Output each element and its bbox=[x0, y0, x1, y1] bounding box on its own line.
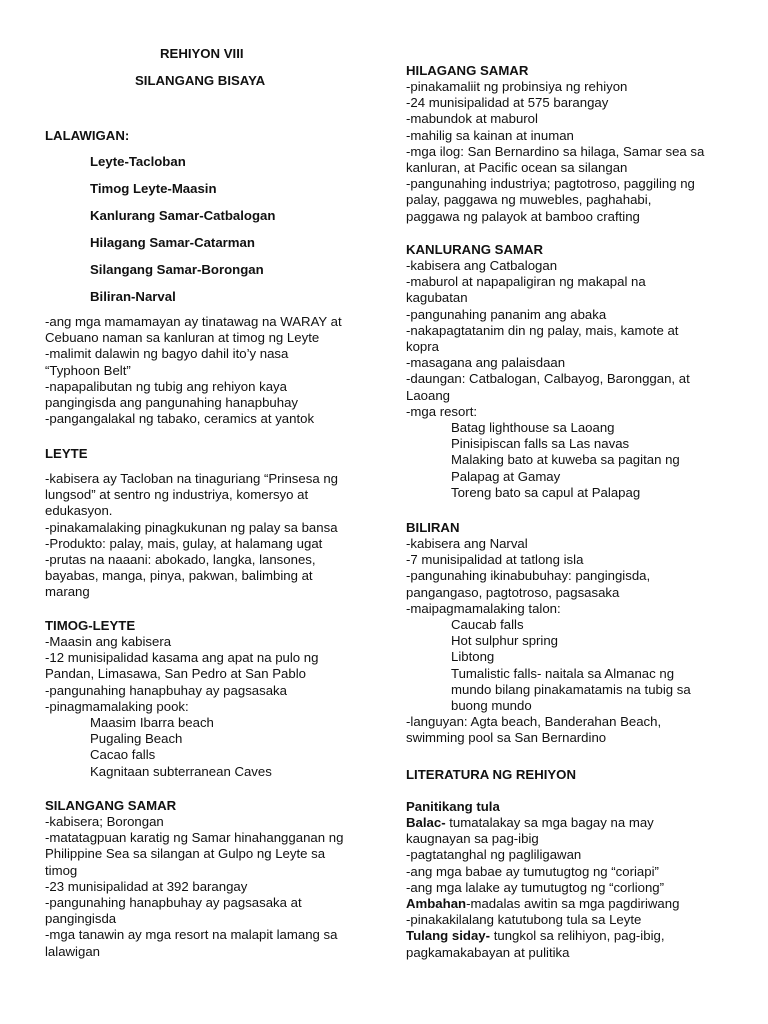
list-item: Cacao falls bbox=[90, 747, 156, 763]
definition-text: tumatalakay sa mga bagay na may bbox=[445, 815, 654, 830]
text-line: -pangunahing hanapbuhay ay pagsasaka at bbox=[45, 895, 302, 911]
province-item: Hilagang Samar-Catarman bbox=[90, 235, 255, 250]
biliran-block bbox=[406, 536, 728, 747]
hilagang-samar-block bbox=[406, 79, 728, 225]
text-line: -pangunahing ikinabubuhay: pangingisda, bbox=[406, 568, 651, 584]
province-item: Biliran-Narval bbox=[90, 289, 176, 304]
text-line: -pinagmamalaking pook: bbox=[45, 698, 189, 714]
definition-text: tungkol sa relihiyon, pag-ibig, bbox=[490, 928, 665, 944]
text-line: -pinakamaliit ng probinsiya ng rehiyon bbox=[406, 79, 628, 94]
text-line: lungsod” at sentro ng industriya, komersyo at bbox=[45, 487, 309, 503]
text-line: -pangangalakal ng tabako, ceramics at yantok bbox=[45, 411, 315, 427]
text-line: -maburol at napapaligiran ng makapal na bbox=[406, 274, 646, 290]
list-item: Toreng bato sa capul at Palapag bbox=[451, 484, 641, 500]
text-line: Laoang bbox=[406, 387, 451, 403]
lalawigan-heading: LALAWIGAN: bbox=[45, 128, 130, 143]
text-line: -matatagpuan karatig ng Samar hinahangganan ng bbox=[45, 830, 344, 846]
province-list bbox=[90, 154, 370, 316]
kanlurang-samar-heading: KANLURANG SAMAR bbox=[406, 242, 543, 257]
silangang-samar-block bbox=[45, 814, 367, 960]
text-line: Philippine Sea sa silangan at Gulpo ng Leyte sa bbox=[45, 846, 326, 862]
list-item: Libtong bbox=[451, 649, 495, 665]
text-line: -mahilig sa kainan at inuman bbox=[406, 127, 574, 143]
panitikan-heading: Panitikang tula bbox=[406, 799, 500, 814]
list-item: Caucab falls bbox=[451, 617, 524, 633]
text-line: -kabisera ang Catbalogan bbox=[406, 258, 558, 273]
text-line: -Maasin ang kabisera bbox=[45, 634, 172, 649]
text-line: -languyan: Agta beach, Banderahan Beach, bbox=[406, 714, 662, 730]
text-line: lalawigan bbox=[45, 943, 100, 959]
list-item: Kagnitaan subterranean Caves bbox=[90, 763, 272, 779]
term-tulang-siday: Tulang siday- bbox=[406, 928, 491, 944]
text-line: -ang mga mamamayan ay tinatawag na WARAY at bbox=[45, 314, 342, 329]
leyte-block bbox=[45, 471, 367, 601]
list-item: Hot sulphur spring bbox=[451, 633, 559, 649]
text-line: paggawa ng palayok at bamboo crafting bbox=[406, 208, 640, 224]
kanlurang-samar-block bbox=[406, 258, 728, 501]
text-line: pagkamakabayan at pulitika bbox=[406, 944, 570, 960]
text-line: “Typhoon Belt” bbox=[45, 362, 131, 378]
text-line: pangingisda bbox=[45, 911, 117, 927]
text-line: -napapalibutan ng tubig ang rehiyon kaya bbox=[45, 378, 287, 394]
province-item: Timog Leyte-Maasin bbox=[90, 181, 217, 196]
text-line: -mga ilog: San Bernardino sa hilaga, Samar sea sa bbox=[406, 143, 705, 159]
text-line: -malimit dalawin ng bagyo dahil ito’y nasa bbox=[45, 346, 289, 362]
text-line: -mabundok at maburol bbox=[406, 111, 538, 127]
text-line: -23 munisipalidad at 392 barangay bbox=[45, 878, 248, 894]
text-line: -24 munisipalidad at 575 barangay bbox=[406, 95, 609, 111]
text-line: timog bbox=[45, 862, 78, 878]
text-line: kaugnayan sa pag-ibig bbox=[406, 831, 539, 847]
text-line: -daungan: Catbalogan, Calbayog, Baronggan, at bbox=[406, 371, 690, 387]
list-item: Batag lighthouse sa Laoang bbox=[451, 420, 615, 436]
term-ambahan: Ambahan bbox=[406, 896, 467, 912]
province-item: Silangang Samar-Borongan bbox=[90, 262, 264, 277]
term-balac: Balac- bbox=[406, 815, 446, 830]
hilagang-samar-heading: HILAGANG SAMAR bbox=[406, 63, 529, 78]
definition-text: -madalas awitin sa mga pagdiriwang bbox=[466, 896, 680, 912]
literatura-heading: LITERATURA NG REHIYON bbox=[406, 767, 576, 782]
text-line: kanluran, at Pacific ocean sa silangan bbox=[406, 160, 628, 176]
intro-block bbox=[45, 314, 367, 427]
list-item: Pinisipiscan falls sa Las navas bbox=[451, 436, 630, 452]
text-line: -pangunahing hanapbuhay ay pagsasaka bbox=[45, 682, 287, 698]
text-line: -7 munisipalidad at tatlong isla bbox=[406, 552, 584, 568]
text-line: -maipagmamalaking talon: bbox=[406, 600, 561, 616]
text-line: -pangunahing industriya; pagtotroso, paggiling ng bbox=[406, 176, 695, 192]
definition-line bbox=[406, 928, 728, 944]
definition-line bbox=[406, 896, 728, 912]
list-item: Pugaling Beach bbox=[90, 731, 183, 747]
text-line: -mga resort: bbox=[406, 403, 478, 419]
text-line: -Produkto: palay, mais, gulay, at halamang ugat bbox=[45, 535, 323, 551]
list-item: Maasim Ibarra beach bbox=[90, 715, 214, 731]
list-item: buong mundo bbox=[451, 698, 532, 714]
text-line: -pinakakilalang katutubong tula sa Leyte bbox=[406, 912, 642, 928]
text-line: -pinakamalaking pinagkukunan ng palay sa bansa bbox=[45, 519, 338, 535]
text-line: edukasyon. bbox=[45, 503, 113, 519]
text-line: -kabisera ay Tacloban na tinaguriang “Prinsesa ng bbox=[45, 471, 338, 486]
text-line: Pandan, Limasawa, San Pedro at San Pablo bbox=[45, 666, 306, 682]
text-line: -12 munisipalidad kasama ang apat na pulo ng bbox=[45, 650, 319, 666]
province-item: Kanlurang Samar-Catbalogan bbox=[90, 208, 276, 223]
literatura-block bbox=[406, 815, 728, 961]
text-line: -masagana ang palaisdaan bbox=[406, 355, 566, 371]
text-line: marang bbox=[45, 584, 90, 600]
text-line: -mga tanawin ay mga resort na malapit lamang sa bbox=[45, 927, 338, 943]
text-line: kagubatan bbox=[406, 290, 468, 306]
text-line: kopra bbox=[406, 339, 439, 355]
text-line: -pangunahing pananim ang abaka bbox=[406, 306, 607, 322]
list-item: Malaking bato at kuweba sa pagitan ng bbox=[451, 452, 680, 468]
text-line: -kabisera ang Narval bbox=[406, 536, 528, 551]
text-line: -ang mga babae ay tumutugtog ng “coriapi” bbox=[406, 863, 659, 879]
text-line: Cebuano naman sa kanluran at timog ng Leyte bbox=[45, 330, 320, 346]
text-line: pangangaso, pagtotroso, pagsasaka bbox=[406, 584, 620, 600]
text-line: -kabisera; Borongan bbox=[45, 814, 164, 829]
text-line: -nakapagtatanim din ng palay, mais, kamote at bbox=[406, 322, 679, 338]
region-title: REHIYON VIII bbox=[160, 46, 244, 61]
province-item: Leyte-Tacloban bbox=[90, 154, 186, 169]
region-subtitle: SILANGANG BISAYA bbox=[135, 73, 266, 88]
list-item: Tumalistic falls- naitala sa Almanac ng bbox=[451, 665, 675, 681]
definition-line bbox=[406, 815, 728, 831]
list-item: mundo bilang pinakamatamis na tubig sa bbox=[451, 681, 691, 697]
text-line: -ang mga lalake ay tumutugtog ng “corliong” bbox=[406, 879, 665, 895]
text-line: pangingisda ang pangunahing hanapbuhay bbox=[45, 395, 298, 411]
timog-leyte-heading: TIMOG-LEYTE bbox=[45, 618, 136, 633]
text-line: palay, paggawa ng muwebles, paghahabi, bbox=[406, 192, 652, 208]
text-line: -pagtatanghal ng pagliligawan bbox=[406, 847, 582, 863]
timog-leyte-block bbox=[45, 634, 367, 780]
biliran-heading: BILIRAN bbox=[406, 520, 460, 535]
list-item: Palapag at Gamay bbox=[451, 468, 561, 484]
text-line: swimming pool sa San Bernardino bbox=[406, 730, 607, 746]
text-line: bayabas, manga, pinya, pakwan, balimbing at bbox=[45, 568, 313, 584]
silangang-samar-heading: SILANGANG SAMAR bbox=[45, 798, 177, 813]
text-line: -prutas na naaani: abokado, langka, lansones, bbox=[45, 552, 316, 568]
leyte-heading: LEYTE bbox=[45, 446, 88, 461]
